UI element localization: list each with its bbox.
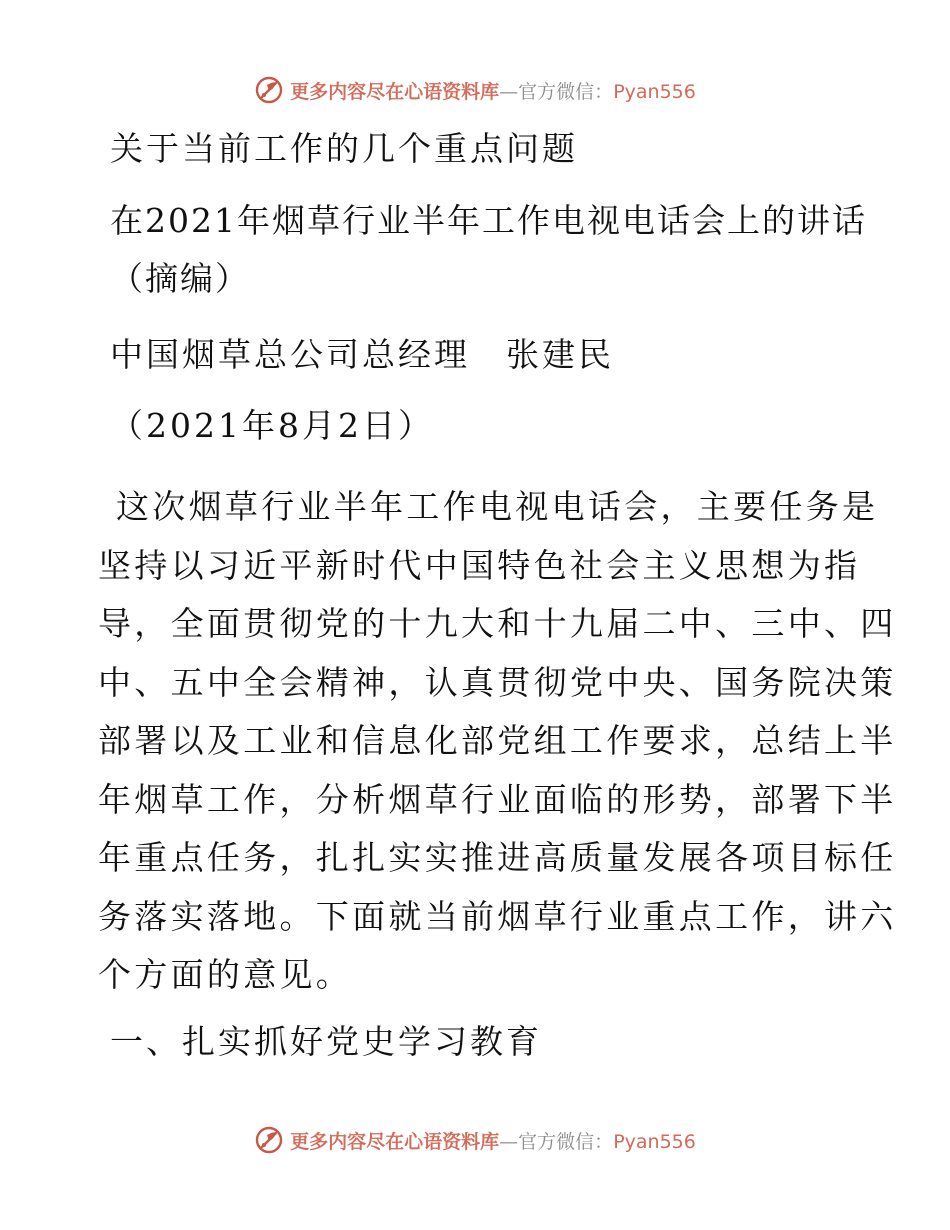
watermark-dash: — bbox=[499, 80, 519, 103]
document-title: 关于当前工作的几个重点问题 bbox=[110, 129, 578, 168]
watermark-dash: — bbox=[499, 1130, 519, 1153]
document-subtitle-line2: （摘编） bbox=[110, 259, 250, 298]
paragraph-line: 个方面的意见。 bbox=[98, 955, 353, 994]
paragraph-line: 导，全面贯彻党的十九大和十九届二中、三中、四 bbox=[98, 604, 897, 643]
paragraph-line: 部署以及工业和信息化部党组工作要求，总结上半 bbox=[98, 721, 897, 760]
paragraph-line: 年烟草工作，分析烟草行业面临的形势，部署下半 bbox=[98, 779, 897, 819]
watermark-wechat-label: 官方微信： bbox=[518, 1130, 614, 1153]
document-paragraph bbox=[98, 478, 897, 1005]
watermark-site-name: 更多内容尽在心语资料库 bbox=[290, 80, 500, 103]
paragraph-line: 务落实落地。下面就当前烟草行业重点工作，讲六 bbox=[98, 896, 897, 936]
document-subtitle-line1: 在2021年烟草行业半年工作电视电话会上的讲话 bbox=[110, 201, 867, 240]
quill-logo-icon bbox=[254, 75, 284, 105]
watermark-wechat-id: Pyan556 bbox=[613, 80, 696, 103]
document-date: （2021年8月2日） bbox=[110, 406, 434, 445]
watermark-header bbox=[0, 72, 950, 108]
paragraph-line: 坚持以习近平新时代中国特色社会主义思想为指 bbox=[98, 545, 861, 585]
paragraph-line: 这次烟草行业半年工作电视电话会，主要任务是 bbox=[116, 487, 879, 526]
paragraph-line: 中、五中全会精神，认真贯彻党中央、国务院决策 bbox=[98, 662, 897, 702]
section-heading: 一、扎实抓好党史学习教育 bbox=[110, 1022, 542, 1061]
document-author: 中国烟草总公司总经理 张建民 bbox=[110, 335, 614, 374]
watermark-site-name: 更多内容尽在心语资料库 bbox=[290, 1130, 500, 1153]
watermark-footer bbox=[0, 1122, 950, 1158]
quill-logo-icon bbox=[254, 1125, 284, 1155]
paragraph-line: 年重点任务，扎扎实实推进高质量发展各项目标任 bbox=[98, 838, 897, 877]
watermark-wechat-id: Pyan556 bbox=[613, 1130, 696, 1153]
watermark-wechat-label: 官方微信： bbox=[518, 80, 614, 103]
